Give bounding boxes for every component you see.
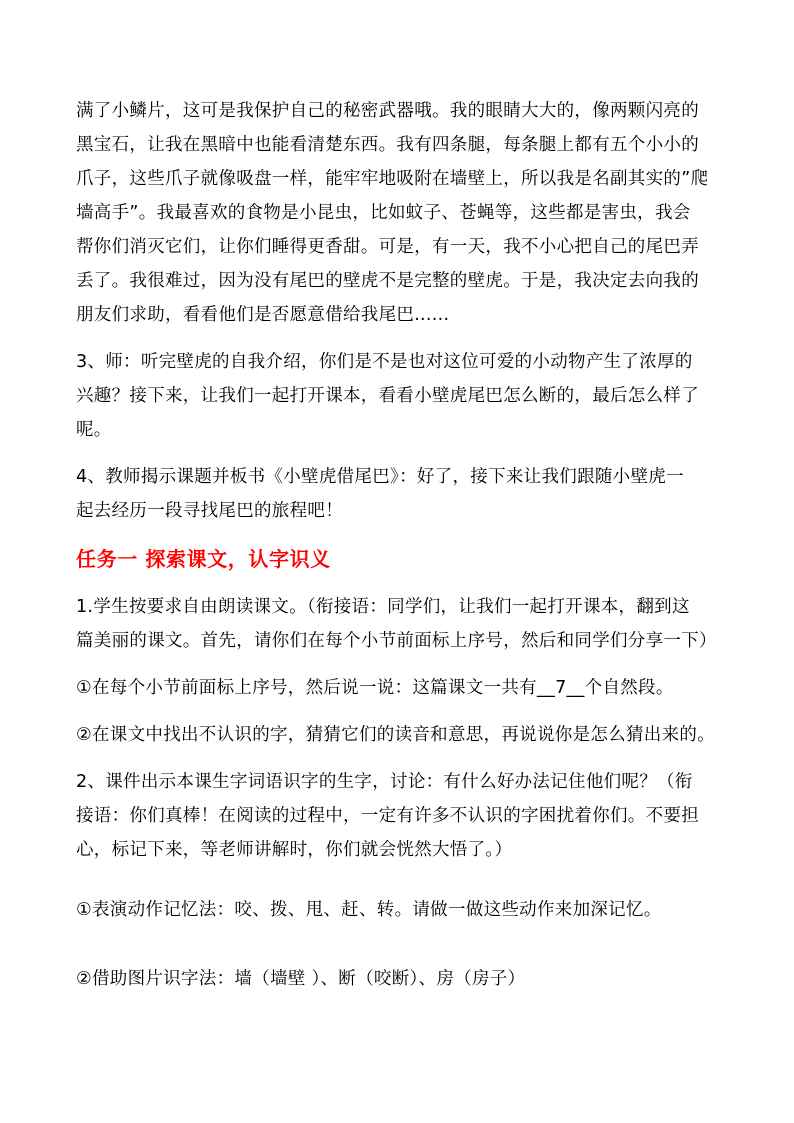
text-line: 朋友们求助，看看他们是否愿意借给我尾巴...... [76,305,450,325]
text-line: ②在课文中找出不认识的字，猜猜它们的读音和意思，再说说你是怎么猜出来的。 [76,725,715,745]
text-line: 2、课件出示本课生字词语识字的生字，讨论：有什么好办法记住他们呢？（衔 [76,772,693,792]
text-line: 丢了。我很难过，因为没有尾巴的壁虎不是完整的壁虎。于是，我决定去向我的 [76,271,699,291]
paragraph-step-2-discussion [76,765,728,867]
text-line: 黑宝石，让我在黑暗中也能看清楚东西。我有四条腿，每条腿上都有五个小小的 [76,135,699,155]
paragraph-read-aloud [76,590,728,658]
text-line: 呢。 [76,420,112,440]
text-line: 墙高手”。我最喜欢的食物是小昆虫，比如蚊子、苍蝇等，这些都是害虫，我会 [76,203,691,223]
section-heading-task-1: 任务一 探索课文，认字识义 [76,547,331,571]
text-line: 篇美丽的课文。首先，请你们在每个小节前面标上序号，然后和同学们分享一下） [76,631,717,651]
document-page [76,94,728,996]
text-line: 兴趣？接下来，让我们一起打开课本，看看小壁虎尾巴怎么断的，最后怎么样了 [76,386,699,406]
text-line: 3、师：听完壁虎的自我介绍，你们是不是也对这位可爱的小动物产生了浓厚的 [76,352,693,372]
text-line: 接语：你们真棒！在阅读的过程中，一定有许多不认识的字困扰着你们。不要担 [76,806,699,826]
text-before-blank: ①在每个小节前面标上序号，然后说一说：这篇课文一共有 [76,678,537,698]
paragraph-find-unknown-chars [76,718,728,752]
text-line: 1.学生按要求自由朗读课文。（衔接语：同学们，让我们一起打开课本，翻到这 [76,597,690,617]
text-line [76,671,728,705]
text-line: 帮你们消灭它们，让你们睡得更香甜。可是，有一天，我不小心把自己的尾巴弄 [76,237,699,257]
text-line: 心，标记下来，等老师讲解时，你们就会恍然大悟了。） [76,840,513,860]
paragraph-step-4 [76,460,728,528]
text-after-blank: 个自然段。 [584,678,674,698]
text-line: 满了小鳞片，这可是我保护自己的秘密武器哦。我的眼睛大大的，像两颗闪亮的 [76,101,699,121]
paragraph-gecko-self-intro [76,94,728,332]
paragraph-number-sections [76,671,728,705]
answer-blank: __7__ [537,678,585,698]
text-line: 爪子，这些爪子就像吸盘一样，能牢牢地吸附在墙壁上，所以我是名副其实的”爬 [76,169,709,189]
text-line: ①表演动作记忆法：咬、拨、甩、赶、转。请做一做这些动作来加深记忆。 [76,900,662,920]
text-line: ②借助图片识字法：墙（墙壁 ）、断（咬断）、房（房子） [76,969,526,989]
text-line: 4、教师揭示课题并板书《小壁虎借尾巴》：好了，接下来让我们跟随小壁虎一 [76,467,684,487]
paragraph-action-memory [76,893,728,927]
text-line: 起去经历一段寻找尾巴的旅程吧！ [76,501,343,521]
paragraph-step-3 [76,345,728,447]
paragraph-picture-literacy [76,962,728,996]
